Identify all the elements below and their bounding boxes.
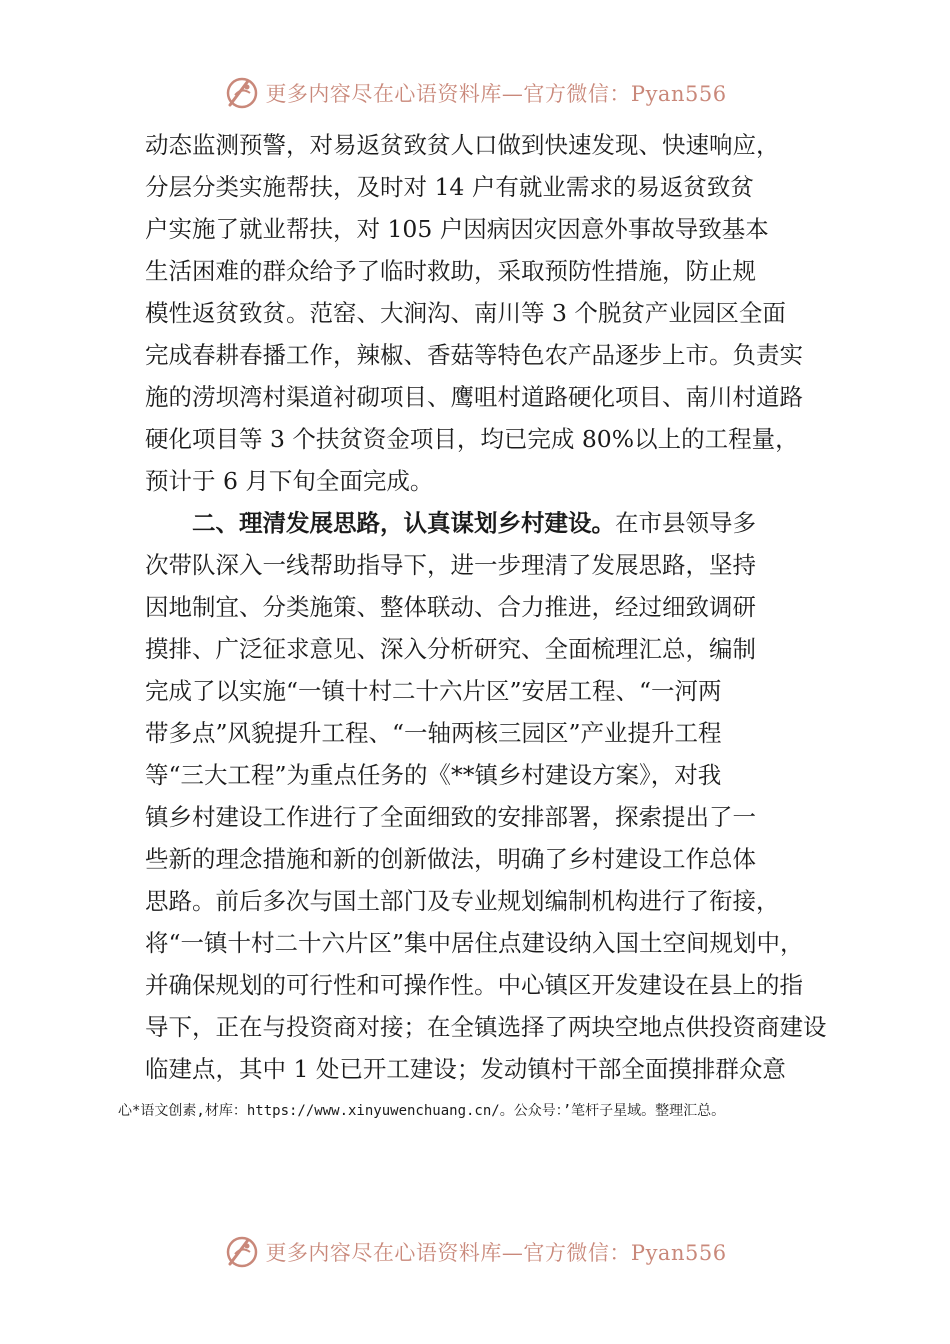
section-line: 次带队深入一线帮助指导下，进一步理清了发展思路，坚持: [145, 551, 756, 579]
body-line: 生活困难的群众给予了临时救助，采取预防性措施，防止规: [145, 257, 756, 285]
section-first-line: [145, 502, 825, 544]
body-line: 模性返贫致贫。范窑、大涧沟、南川等 3 个脱贫产业园区全面: [145, 299, 786, 327]
section-first-line-text: 在市县领导多: [615, 509, 756, 537]
section-line: 镇乡村建设工作进行了全面细致的安排部署，探索提出了一: [145, 803, 756, 831]
source-footnote: 心*语文创素,材库：https://www.xinyuwenchuang.cn/。公众号：’笔杆子星域。整理汇总。: [118, 1103, 726, 1119]
section-line: 将“一镇十村二十六片区”集中居住点建设纳入国土空间规划中，: [145, 929, 804, 957]
section-line: 完成了以实施“一镇十村二十六片区”安居工程、“一河两: [145, 677, 722, 705]
section-line: 临建点，其中 1 处已开工建设；发动镇村干部全面摸排群众意: [145, 1055, 786, 1083]
section-line: 带多点”风貌提升工程、“一轴两核三园区”产业提升工程: [145, 719, 722, 747]
brand-logo-icon: [223, 1234, 261, 1270]
body-line: 户实施了就业帮扶，对 105 户因病因灾因意外事故导致基本: [145, 215, 769, 243]
section-line: 并确保规划的可行性和可操作性。中心镇区开发建设在县上的指: [145, 971, 803, 999]
section-line: 导下，正在与投资商对接；在全镇选择了两块空地点供投资商建设: [145, 1013, 827, 1041]
body-line: 分层分类实施帮扶，及时对 14 户有就业需求的易返贫致贫: [145, 173, 754, 201]
section-line: 因地制宜、分类施策、整体联动、合力推进，经过细致调研: [145, 593, 756, 621]
section-line: 些新的理念措施和新的创新做法，明确了乡村建设工作总体: [145, 845, 756, 873]
banner-text: 更多内容尽在心语资料库—官方微信：Pyan556: [265, 82, 727, 106]
section-line: 等“三大工程”为重点任务的《**镇乡村建设方案》，对我: [145, 761, 722, 789]
body-line: 施的涝坝湾村渠道衬砌项目、鹰咀村道路硬化项目、南川村道路: [145, 383, 803, 411]
body-line: 动态监测预警，对易返贫致贫人口做到快速发现、快速响应，: [145, 131, 780, 159]
body-line: 预计于 6 月下旬全面完成。: [145, 467, 434, 495]
section-line: 思路。前后多次与国土部门及专业规划编制机构进行了衔接，: [145, 887, 780, 915]
document-body: [145, 124, 825, 1090]
header-banner: [0, 73, 950, 113]
body-line: 完成春耕春播工作，辣椒、香菇等特色农产品逐步上市。负责实: [145, 341, 803, 369]
section-heading: 二、理清发展思路，认真谋划乡村建设。: [192, 509, 615, 537]
brand-logo-icon: [223, 75, 261, 111]
banner-text: 更多内容尽在心语资料库—官方微信：Pyan556: [265, 1241, 727, 1265]
footer-banner: [0, 1232, 950, 1272]
section-line: 摸排、广泛征求意见、深入分析研究、全面梳理汇总，编制: [145, 635, 756, 663]
body-line: 硬化项目等 3 个扶贫资金项目，均已完成 80%以上的工程量，: [145, 425, 799, 453]
